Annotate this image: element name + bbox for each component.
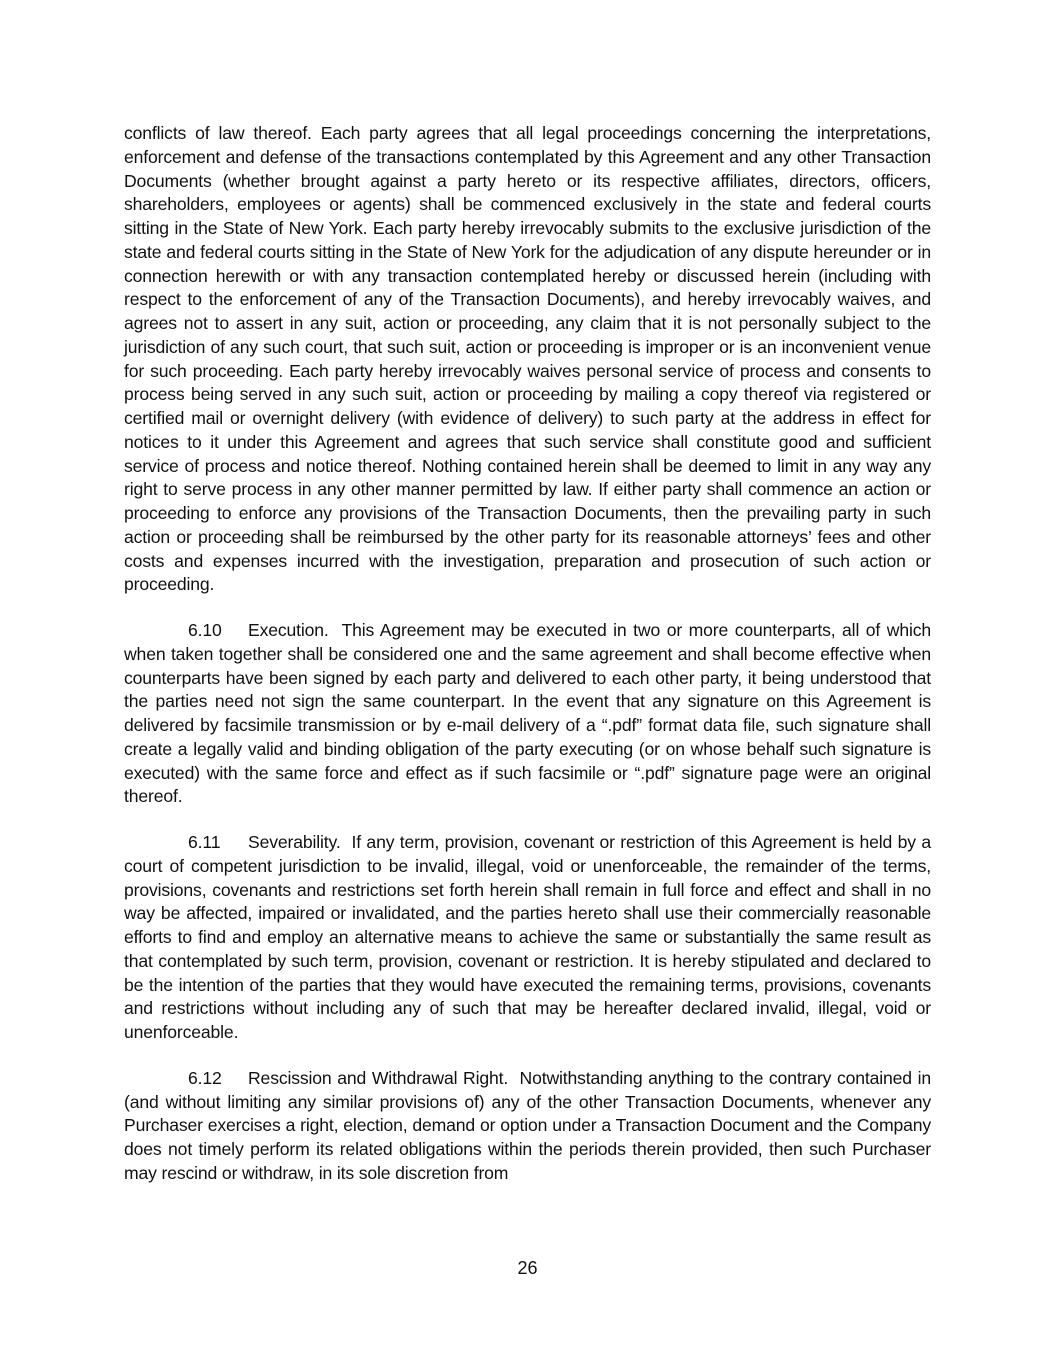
section-number: 6.12 [188, 1067, 222, 1088]
section-6-10 [124, 619, 931, 809]
section-title: Rescission and Withdrawal Right. [248, 1067, 509, 1088]
section-number: 6.10 [188, 620, 222, 640]
page-number: 26 [517, 1258, 538, 1278]
paragraph-continuation: conflicts of law thereof. Each party agrees that all legal proceedings concerning the interpretations, enforcement and defense of the transactions contemplated by this Agreement and any other Transaction Documents (whether brought against a party hereto or its respective affiliates, directors, officers, shareholders, employees or agents) shall be commenced exclusively in the state and federal courts sitting in the State of New York. Each party hereby irrevocably submits to the exclusive jurisdiction of the state and federal courts sitting in the State of New York for the adjudication of any dispute hereunder or in connection herewith or with any transaction contemplated hereby or discussed herein (including with respect to the enforcement of any of the Transaction Documents), and hereby irrevocably waives, and agrees not to assert in any suit, action or proceeding, any claim that it is not personally subject to the jurisdiction of any such court, that such suit, action or proceeding is improper or is an inconvenient venue for such proceeding. Each party hereby irrevocably waives personal service of process and consents to process being served in any such suit, action or proceeding by mailing a copy thereof via registered or certified mail or overnight delivery (with evidence of delivery) to such party at the address in effect for notices to it under this Agreement and agrees that such service shall constitute good and sufficient service of process and notice thereof. Nothing contained herein shall be deemed to limit in any way any right to serve process in any other manner permitted by law. If either party shall commence an action or proceeding to enforce any provisions of the Transaction Documents, then the prevailing party in such action or proceeding shall be reimbursed by the other party for its reasonable attorneys’ fees and other costs and expenses incurred with the investigation, preparation and prosecution of such action or proceeding. [124, 123, 931, 595]
section-body: Notwithstanding anything to the contrary contained in (and without limiting any similar provisions of) any of the other Transaction Documents, whenever any Purchaser exercises a right, election, demand or option under a Transaction Document and the Company does not timely perform its related obligations within the periods therein provided, then such Purchaser may rescind or withdraw, in its sole discretion from [124, 1067, 931, 1183]
section-body: This Agreement may be executed in two or more counterparts, all of which when taken together shall be considered one and the same agreement and shall become effective when counterparts have been signed by each party and delivered to each other party, it being understood that the parties need not sign the same counterpart. In the event that any signature on this Agreement is delivered by facsimile transmission or by e-mail delivery of a “.pdf” format data file, such signature shall create a legally valid and binding obligation of the party executing (or on whose behalf such signature is executed) with the same force and effect as if such facsimile or “.pdf” signature page were an original thereof. [124, 620, 931, 807]
document-page [124, 122, 931, 1186]
section-title: Severability. [248, 832, 341, 852]
section-number: 6.11 [188, 832, 221, 852]
section-title: Execution. [248, 620, 329, 640]
section-6-12 [124, 1067, 931, 1186]
section-6-11 [124, 831, 931, 1045]
section-body: If any term, provision, covenant or restriction of this Agreement is held by a court of competent jurisdiction to be invalid, illegal, void or unenforceable, the remainder of the terms, provisions, covenants and restrictions set forth herein shall remain in full force and effect and shall in no way be affected, impaired or invalidated, and the parties hereto shall use their commercially reasonable efforts to find and employ an alternative means to achieve the same or substantially the same result as that contemplated by such term, provision, covenant or restriction. It is hereby stipulated and declared to be the intention of the parties that they would have executed the remaining terms, provisions, covenants and restrictions without including any of such that may be hereafter declared invalid, illegal, void or unenforceable. [124, 832, 931, 1042]
